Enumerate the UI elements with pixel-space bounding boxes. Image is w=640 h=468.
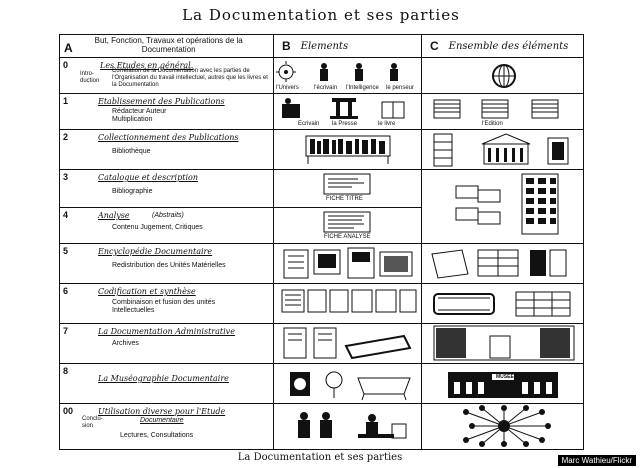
codified-sheets-illustration (274, 284, 422, 324)
table-row (60, 58, 584, 94)
archive-files-illustration (274, 324, 422, 364)
row-2-ensemble (422, 130, 584, 170)
row-4-elements: FICHE ANALYSE (274, 208, 422, 244)
row-8-elements (274, 364, 422, 404)
library-building-illustration (422, 130, 584, 170)
row-5-description: 5 Encyclopédie Documentaire Redistribution des Unités Matérielles (60, 244, 274, 284)
row-0-ensemble (422, 58, 584, 94)
row-1-elements: Ecrivain la Presse le livre (274, 94, 422, 130)
column-a-header: A But, Fonction, Travaux et opérations de la Documentation (60, 35, 274, 58)
document-sheets-illustration (274, 244, 422, 284)
table-row (60, 130, 584, 170)
row-3-description: 3 Catalogue et description Bibliographie (60, 170, 274, 208)
table-row (60, 244, 584, 284)
network-diagram-icon (422, 404, 584, 450)
row-4-description: 4 Analyse (Abstraits) Contenu Jugement, Critiques (60, 208, 274, 244)
row-6-elements (274, 284, 422, 324)
table-row (60, 170, 584, 208)
row-1-ensemble: l'Edition (422, 94, 584, 130)
book-stacks-illustration (422, 94, 584, 130)
header-row (60, 35, 584, 58)
museum-objects-illustration (274, 364, 422, 404)
column-b-header: B Elements (274, 35, 422, 58)
row-0-elements: l'Univers l'écrivain l'Intelligence le penseur (274, 58, 422, 94)
row-8-description: 8 La Muséographie Documentaire (60, 364, 274, 404)
archive-room-illustration (422, 324, 584, 364)
row-7-description: 7 La Documentation Administrative Archives (60, 324, 274, 364)
row-6-description: 6 Codification et synthèse Combinaison et fusion des unités Intellectuelles (60, 284, 274, 324)
row-7-elements (274, 324, 422, 364)
table-row (60, 324, 584, 364)
documentation-table (59, 34, 584, 450)
row-5-elements (274, 244, 422, 284)
row-1-description: 1 Etablissement des Publications Rédacteur Auteur Multiplication (60, 94, 274, 130)
bookshelf-icon (274, 130, 422, 170)
row-5-ensemble (422, 244, 584, 284)
row-3-ensemble (422, 170, 584, 244)
row-00-description: 00 Utilisation diverse pour l'Etude Conclu-sion Documentaire Lectures, Consultations (60, 404, 274, 450)
column-c-header: C Ensemble des éléments (422, 35, 584, 58)
filing-cabinets-illustration (422, 244, 584, 284)
row-3-elements: FICHE TITRE (274, 170, 422, 208)
row-8-ensemble: MUSEE (422, 364, 584, 404)
card-catalog-illustration (422, 170, 584, 248)
encyclopedia-volume-illustration (422, 284, 584, 324)
globe-icon (422, 58, 584, 94)
table-row (60, 94, 584, 130)
row-6-ensemble (422, 284, 584, 324)
museum-building-illustration (422, 364, 584, 404)
table-row (60, 284, 584, 324)
readers-consulting-illustration (274, 404, 422, 450)
chart-title: La Documentation et ses parties (182, 6, 460, 24)
row-7-ensemble (422, 324, 584, 364)
row-00-ensemble (422, 404, 584, 450)
row-2-elements (274, 130, 422, 170)
photo-credit: Marc Wathieu/Flickr (558, 455, 636, 466)
figure-caption: La Documentation et ses parties (237, 452, 403, 463)
row-00-elements (274, 404, 422, 450)
row-0-description: 0 Les Etudes en général. Intro-duction Corrélation de la Documentation avec les parties de l'Organisation du travail intellectuel, autres que les livres et la Documentation (60, 58, 274, 94)
table-row (60, 364, 584, 404)
table-row (60, 404, 584, 450)
documentation-chart (59, 6, 583, 445)
row-2-description: 2 Collectionnement des Publications Bibliothèque (60, 130, 274, 170)
